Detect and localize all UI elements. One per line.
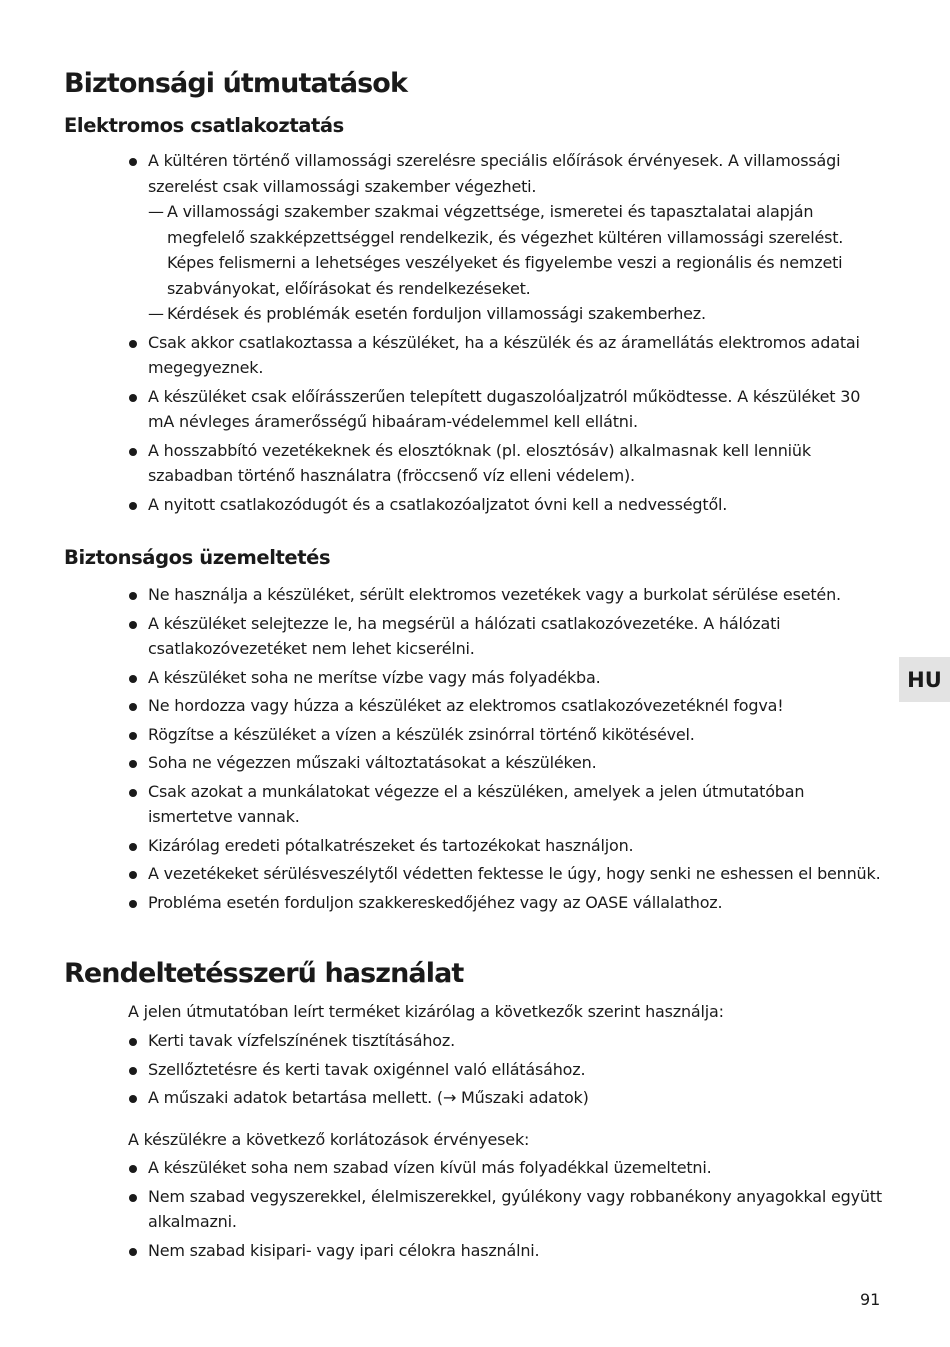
electrical-list-block (128, 148, 884, 520)
list-item: A készüléket selejtezze le, ha megsérül a hálózati csatlakozóvezetéke. A hálózati csatlakozóvezetéket nem lehet kicserélni. (128, 611, 884, 662)
list-item: A nyitott csatlakozódugót és a csatlakozóaljzatot óvni kell a nedvességtől. (128, 492, 884, 518)
list-item: A készüléket csak előírásszerűen telepített dugaszolóaljzatról működtesse. A készüléket 30 mA névleges áramerősségű hibaáram-védelemmel kell ellátni. (128, 384, 884, 435)
restrictions-bullet-list (128, 1155, 884, 1263)
list-item: Rögzítse a készüléket a vízen a készülék zsinórral történő kikötésével. (128, 722, 884, 748)
list-item: Kizárólag eredeti pótalkatrészeket és tartozékokat használjon. (128, 833, 884, 859)
list-item: A készüléket soha nem szabad vízen kívül más folyadékkal üzemeltetni. (128, 1155, 884, 1181)
section-title-intended-use: Rendeltetésszerű használat (64, 958, 464, 989)
dash-list (148, 199, 884, 327)
restrictions-intro: A készülékre a következő korlátozások érvényesek: (128, 1130, 530, 1149)
dash-item: — Kérdések és problémák esetén forduljon villamossági szakemberhez. (148, 301, 884, 327)
list-item: A műszaki adatok betartása mellett. (→ Műszaki adatok) (128, 1085, 884, 1111)
list-item: Szellőztetésre és kerti tavak oxigénnel való ellátásához. (128, 1057, 884, 1083)
section-heading-electrical: Elektromos csatlakoztatás (64, 114, 344, 137)
electrical-bullet-list (128, 148, 884, 517)
section-heading-safe-operation: Biztonságos üzemeltetés (64, 546, 331, 569)
list-item: A készüléket soha ne merítse vízbe vagy más folyadékba. (128, 665, 884, 691)
list-item: A hosszabbító vezetékeknek és elosztóknak (pl. elosztósáv) alkalmasnak kell lenniük szabadban történő használatra (fröccsenő víz elleni védelem). (128, 438, 884, 489)
list-item: Csak akkor csatlakoztassa a készüléket, ha a készülék és az áramellátás elektromos adatai megegyeznek. (128, 330, 884, 381)
language-tab: HU (899, 657, 950, 702)
intended-use-bullet-list (128, 1028, 884, 1111)
page-title: Biztonsági útmutatások (64, 68, 408, 99)
list-item-text: A kültéren történő villamossági szerelésre speciális előírások érvényesek. A villamossági szerelést csak villamossági szakember végezheti. (148, 151, 841, 196)
list-item: Nem szabad vegyszerekkel, élelmiszerekkel, gyúlékony vagy robbanékony anyagokkal együtt alkalmazni. (128, 1184, 884, 1235)
intended-use-list-block (128, 1028, 884, 1114)
list-item: Kerti tavak vízfelszínének tisztításához. (128, 1028, 884, 1054)
list-item: Ne használja a készüléket, sérült elektromos vezetékek vagy a burkolat sérülése esetén. (128, 582, 884, 608)
safe-operation-bullet-list (128, 582, 884, 915)
list-item: Nem szabad kisipari- vagy ipari célokra használni. (128, 1238, 884, 1264)
dash-item: — A villamossági szakember szakmai végzettsége, ismeretei és tapasztalatai alapján megfelelő szakképzettséggel rendelkezik, és végezhet kültéren villamossági szerelést. Képes felismerni a lehetséges veszélyeket és figyelembe veszi a regionális és nemzeti szabványokat, előírásokat és rendelkezéseket. (148, 199, 884, 301)
page-number: 91 (860, 1290, 881, 1309)
list-item: A vezetékeket sérülésveszélytől védetten fektesse le úgy, hogy senki ne eshessen el bennük. (128, 861, 884, 887)
list-item: Csak azokat a munkálatokat végezze el a készüléken, amelyek a jelen útmutatóban ismertetve vannak. (128, 779, 884, 830)
safe-operation-list-block (128, 582, 884, 918)
list-item (128, 148, 884, 327)
list-item: Ne hordozza vagy húzza a készüléket az elektromos csatlakozóvezetéknél fogva! (128, 693, 884, 719)
list-item: Soha ne végezzen műszaki változtatásokat a készüléken. (128, 750, 884, 776)
list-item: Probléma esetén forduljon szakkereskedőjéhez vagy az OASE vállalathoz. (128, 890, 884, 916)
intended-use-intro: A jelen útmutatóban leírt terméket kizárólag a következők szerint használja: (128, 1002, 724, 1021)
restrictions-list-block (128, 1155, 884, 1266)
